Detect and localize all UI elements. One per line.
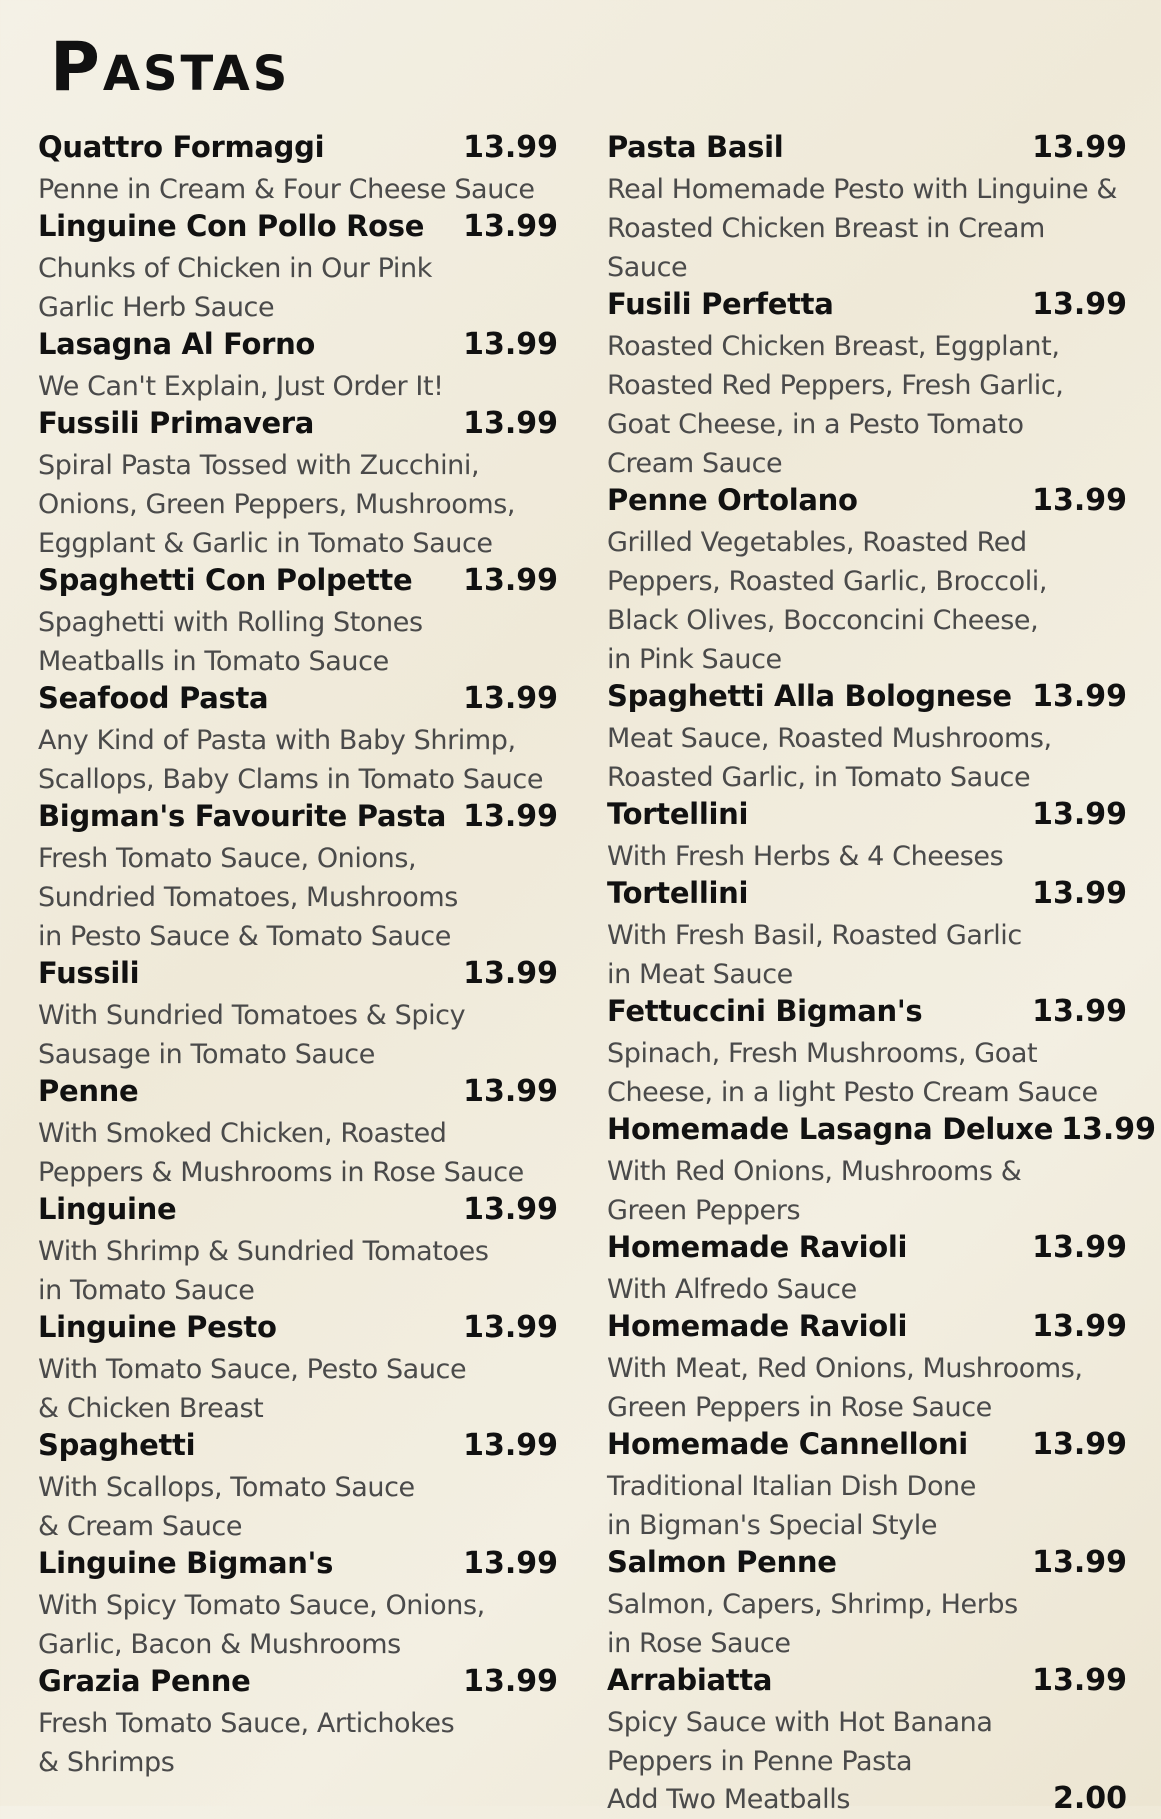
menu-item (607, 1663, 1127, 1781)
menu-item-header (38, 1428, 558, 1468)
menu-item-description: Penne in Cream & Four Cheese Sauce (38, 174, 535, 205)
menu-item-header (607, 483, 1127, 523)
menu-item-description: Spicy Sauce with Hot Banana Peppers in Penne Pasta (607, 1707, 993, 1777)
menu-item-name: Pasta Basil (607, 130, 784, 164)
menu-item (607, 1309, 1127, 1427)
menu-item-price: 13.99 (1061, 1112, 1157, 1147)
menu-item (607, 130, 1127, 287)
menu-item-description: With Smoked Chicken, Roasted Peppers & Mushrooms in Rose Sauce (38, 1118, 524, 1188)
menu-item (38, 1428, 558, 1546)
menu-item-name: Homemade Ravioli (607, 1230, 908, 1264)
menu-item-header (607, 130, 1127, 170)
menu-item (607, 287, 1127, 483)
menu-item-description: With Scallops, Tomato Sauce & Cream Sauce (38, 1472, 415, 1542)
menu-item-name: Fussili (38, 956, 140, 990)
menu-item-name: Homemade Ravioli (607, 1309, 908, 1343)
menu-item-description: Fresh Tomato Sauce, Artichokes & Shrimps (38, 1708, 455, 1778)
menu-item (38, 681, 558, 799)
menu-item-description: Salmon, Capers, Shrimp, Herbs in Rose Sauce (607, 1589, 1018, 1659)
menu-item-description: Fresh Tomato Sauce, Onions, Sundried Tomatoes, Mushrooms in Pesto Sauce & Tomato Sauce (38, 843, 458, 952)
menu-item-header (607, 994, 1127, 1034)
menu-item-header (38, 1310, 558, 1350)
menu-item-price: 13.99 (1032, 1545, 1127, 1580)
menu-item (607, 797, 1127, 876)
menu-item-description: Real Homemade Pesto with Linguine & Roasted Chicken Breast in Cream Sauce (607, 174, 1118, 283)
menu-item (607, 876, 1127, 994)
menu-item-header (607, 1427, 1127, 1467)
menu-item-price: 13.99 (463, 1192, 558, 1227)
menu-item-header (607, 1112, 1157, 1152)
menu-item-price: 13.99 (1032, 130, 1127, 165)
menu-item-price: 13.99 (1032, 1427, 1127, 1462)
menu-item-header (607, 797, 1127, 837)
menu-item-price: 13.99 (463, 1546, 558, 1581)
menu-item-description: With Spicy Tomato Sauce, Onions, Garlic, Bacon & Mushrooms (38, 1590, 485, 1660)
menu-item-price: 13.99 (463, 130, 558, 165)
menu-item-price: 13.99 (1032, 797, 1127, 832)
menu-item (38, 327, 558, 406)
menu-item (607, 679, 1127, 797)
addon-text: Add Two Meatballs (607, 1784, 851, 1815)
menu-item-header (607, 679, 1127, 719)
menu-item (38, 1546, 558, 1664)
menu-item-price: 13.99 (1032, 994, 1127, 1029)
menu-item (607, 483, 1127, 679)
menu-item-description: With Meat, Red Onions, Mushrooms, Green Peppers in Rose Sauce (607, 1353, 1083, 1423)
menu-item-name: Penne (38, 1074, 139, 1108)
menu-item-name: Spaghetti (38, 1428, 196, 1462)
menu-item-name: Spaghetti Con Polpette (38, 563, 413, 597)
menu-item (607, 994, 1127, 1112)
menu-item-header (38, 799, 558, 839)
page-title: Pastas (50, 28, 291, 107)
menu-item-price: 13.99 (463, 1664, 558, 1699)
menu-item-header (607, 287, 1127, 327)
menu-item-header (607, 1663, 1127, 1703)
menu-item-header (38, 681, 558, 721)
menu-item-description: With Tomato Sauce, Pesto Sauce & Chicken Breast (38, 1354, 467, 1424)
menu-item-header (38, 1192, 558, 1232)
right-column (607, 130, 1157, 1819)
menu-item-description: Meat Sauce, Roasted Mushrooms, Roasted Garlic, in Tomato Sauce (607, 723, 1052, 793)
menu-item-price: 13.99 (463, 209, 558, 244)
menu-item-name: Homemade Cannelloni (607, 1427, 968, 1461)
menu-item-header (607, 876, 1127, 916)
menu-item-name: Linguine Bigman's (38, 1546, 334, 1580)
menu-item (38, 130, 558, 209)
menu-item-name: Fettuccini Bigman's (607, 994, 923, 1028)
menu-item-name: Quattro Formaggi (38, 130, 325, 164)
menu-item (38, 563, 558, 681)
menu-item-name: Linguine Pesto (38, 1310, 277, 1344)
menu-item-description: With Fresh Herbs & 4 Cheeses (607, 841, 1004, 872)
menu-item-price: 13.99 (1032, 1663, 1127, 1698)
menu-item-name: Linguine Con Pollo Rose (38, 209, 425, 243)
menu-item (38, 1074, 558, 1192)
menu-item-description: With Sundried Tomatoes & Spicy Sausage in Tomato Sauce (38, 1000, 466, 1070)
menu-item-price: 13.99 (463, 406, 558, 441)
menu-item (38, 956, 558, 1074)
menu-item (607, 1545, 1127, 1663)
menu-item-price: 13.99 (463, 563, 558, 598)
menu-item-name: Fussili Primavera (38, 406, 315, 440)
addon-row (607, 1781, 1127, 1819)
menu-item-description: Spaghetti with Rolling Stones Meatballs in Tomato Sauce (38, 607, 423, 677)
menu-item-price: 13.99 (463, 1074, 558, 1109)
menu-item-name: Homemade Lasagna Deluxe (607, 1112, 1054, 1146)
menu-item-description: Chunks of Chicken in Our Pink Garlic Herb Sauce (38, 253, 432, 323)
menu-item-price: 13.99 (1032, 287, 1127, 322)
menu-item-header (607, 1230, 1127, 1270)
menu-item-name: Penne Ortolano (607, 483, 858, 517)
menu-item (38, 406, 558, 563)
menu-item-description: With Red Onions, Mushrooms & Green Peppers (607, 1156, 1022, 1226)
menu-item-header (607, 1545, 1127, 1585)
menu-item-name: Tortellini (607, 876, 749, 910)
menu-item-price: 13.99 (1032, 1309, 1127, 1344)
menu-item-name: Seafood Pasta (38, 681, 269, 715)
menu-item-header (38, 1546, 558, 1586)
left-column (38, 130, 558, 1782)
menu-item-price: 13.99 (463, 681, 558, 716)
menu-item-description: Spiral Pasta Tossed with Zucchini, Onions, Green Peppers, Mushrooms, Eggplant & Garlic in Tomato Sauce (38, 450, 516, 559)
menu-item-name: Spaghetti Alla Bolognese (607, 679, 1012, 713)
menu-item-price: 13.99 (463, 799, 558, 834)
menu-item (607, 1112, 1157, 1230)
menu-item-description: Grilled Vegetables, Roasted Red Peppers, Roasted Garlic, Broccoli, Black Olives, Bocconcini Cheese, in Pink Sauce (607, 527, 1048, 675)
menu-item-name: Tortellini (607, 797, 749, 831)
menu-item-header (607, 1309, 1127, 1349)
menu-item-price: 13.99 (1032, 679, 1127, 714)
menu-item (607, 1230, 1127, 1309)
menu-item-description: Roasted Chicken Breast, Eggplant, Roasted Red Peppers, Fresh Garlic, Goat Cheese, in a Pesto Tomato Cream Sauce (607, 331, 1064, 479)
menu-item-price: 13.99 (463, 956, 558, 991)
menu-item-price: 13.99 (1032, 876, 1127, 911)
menu-item-header (38, 956, 558, 996)
menu-item-header (38, 1074, 558, 1114)
menu-item-header (38, 1664, 558, 1704)
menu-item-description: With Shrimp & Sundried Tomatoes in Tomato Sauce (38, 1236, 489, 1306)
menu-item (38, 209, 558, 327)
menu-item-description: Any Kind of Pasta with Baby Shrimp, Scallops, Baby Clams in Tomato Sauce (38, 725, 544, 795)
menu-item-header (38, 130, 558, 170)
menu-item-name: Salmon Penne (607, 1545, 837, 1579)
menu-item (38, 1192, 558, 1310)
menu-item (38, 1664, 558, 1782)
menu-item (38, 799, 558, 956)
menu-item-price: 13.99 (1032, 1230, 1127, 1265)
menu-item-header (38, 563, 558, 603)
menu-item-name: Linguine (38, 1192, 177, 1226)
menu-item-price: 13.99 (1032, 483, 1127, 518)
menu-item-price: 13.99 (463, 1428, 558, 1463)
menu-item-description: Spinach, Fresh Mushrooms, Goat Cheese, in a light Pesto Cream Sauce (607, 1038, 1098, 1108)
menu-item-description: We Can't Explain, Just Order It! (38, 371, 444, 402)
menu-item-price: 13.99 (463, 327, 558, 362)
menu-item (38, 1310, 558, 1428)
menu-item-header (38, 209, 558, 249)
menu-item (607, 1427, 1127, 1545)
menu-item-description: Traditional Italian Dish Done in Bigman's Special Style (607, 1471, 976, 1541)
menu-item-name: Grazia Penne (38, 1664, 251, 1698)
menu-item-price: 13.99 (463, 1310, 558, 1345)
menu-item-header (38, 406, 558, 446)
menu-item-name: Lasagna Al Forno (38, 327, 316, 361)
menu-item-header (38, 327, 558, 367)
menu-item-name: Fusili Perfetta (607, 287, 834, 321)
menu-item-name: Arrabiatta (607, 1663, 773, 1697)
menu-item-description: With Alfredo Sauce (607, 1274, 857, 1305)
menu-item-description: With Fresh Basil, Roasted Garlic in Meat Sauce (607, 920, 1022, 990)
menu-item-name: Bigman's Favourite Pasta (38, 799, 447, 833)
addon-price: 2.00 (1052, 1781, 1127, 1816)
